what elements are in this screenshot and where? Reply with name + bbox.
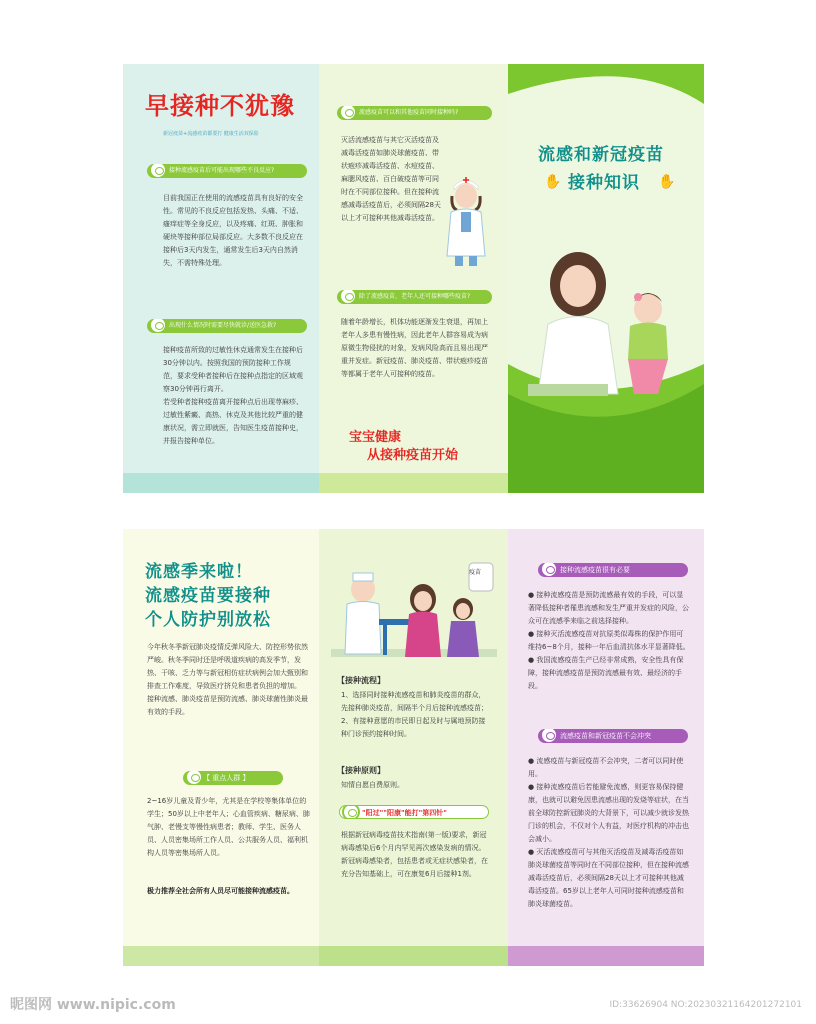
cover-panel [508,64,704,493]
hand-icon: ✋ [544,174,562,190]
key-group-pill: 【 重点人群 】 [183,771,283,785]
speech-bubble-icon [540,563,558,577]
footer-strip [319,946,508,966]
watermark-right: ID:33626904 NO:20230321164201272101 [609,1000,802,1010]
slogan: 早接种不犹豫 [145,91,295,120]
cover-title-line-1: 流感和新冠疫苗 [538,145,664,165]
speech-bubble-icon [540,729,558,743]
speech-bubble-icon [339,106,357,120]
fourth-dose-text: 根据新冠病毒疫苗技术指南(第一版)要求，新冠病毒感染后6个月内罕见再次感染发病的情况。新冠病毒感染者，包括患者或无症状感染者，在充分告知基础上，可在康复6月后接种1剂。 [341,831,488,878]
headline-line-3: 个人防护别放松 [145,610,271,630]
watermark-left: 昵图网 www.nipic.com [10,997,176,1013]
brochure-outside [123,64,704,493]
flow-text: 1、选择同时接种流感疫苗和肺炎疫苗的群众，先接种肺炎疫苗，间隔半个月后接种流感疫苗； 2、有接种意愿的市民即日起及时与属地预防接种门诊预约接种时间。 [341,691,488,738]
top-panel-2 [319,64,508,493]
doctor-illustration [441,176,491,268]
key-group-bold: 极力推荐全社会所有人员尽可能接种流感疫苗。 [147,887,294,895]
question-pill-necessary: 接种流感疫苗很有必要 [538,563,688,577]
principle-text: 知情自愿自费原则。 [341,781,404,789]
necessary-text: ● 接种流感疫苗是预防流感最有效的手段，可以显著降低接种者罹患流感和发生严重并发症的风险，公众可在流感季来临之前选择接种。 ● 接种灭活流感疫苗对抗原类似毒株的保护作用可维持6~8个月，接种一年后血清抗体水平显著降低。 ● 我国流感疫苗生产已经非常成熟，安全性具有保障，接种流感疫苗是预防流感最有效、最经济的手段。 [528,591,690,690]
principle-label: 【接种原则】 [337,766,385,775]
headline-line-2: 流感疫苗要接种 [145,586,271,606]
emergency-text: 接种疫苗所致的过敏性休克通常发生在接种后30分钟以内。按照我国的预防接种工作规范，要求受种者接种后在接种点指定的区域观察30分钟再行离开。 若受种者接种疫苗离开接种点后出现荨麻疹、过敏性紫癜、高热、休克及其他比较严重的健康状况，需立即就医，告知医生疫苗接种史，并报告接种单位。 [163,346,303,445]
hand-icon: ✋ [658,174,676,190]
watermark-bar [0,988,816,1024]
question-pill-coadmin: 流感疫苗可以和其他疫苗同时接种吗? [337,106,492,120]
flow-label: 【接种流程】 [337,676,385,685]
elderly-text: 随着年龄增长，机体功能逐渐发生衰退，再加上老年人多患有慢性病，因此老年人群容易成为病原微生物侵扰的对象，发病风险高而且易出现严重并发症。新冠疫苗、肺炎疫苗、带状疱疹疫苗等都属于老年人可接种的疫苗。 [341,318,488,378]
headline-line-1: 流感季来啦！ [145,562,253,582]
footer-strip [123,946,319,966]
speech-bubble-icon [149,319,167,333]
red-line-1: 宝宝健康 [349,430,402,445]
question-pill-reactions: 接种流感疫苗后可能出现哪些不良反应? [147,164,307,178]
intro-text: 今年秋冬季新冠肺炎疫情反弹风险大、防控形势依然严峻。秋冬季同时还是呼吸道疾病的高发季节，发热、干咳、乏力等与新冠相仿症状病例会加大甄别和排查工作难度，导致医疗挤兑和患者负担的增加。 接种流感、肺炎疫苗是预防流感、肺炎球菌性肺炎最有效的手段。 [147,643,308,716]
cover-title-line-2: 接种知识 [568,173,640,193]
speech-bubble-icon [342,805,360,819]
question-pill-elderly: 除了流感疫苗，老年人还可接种哪些疫苗? [337,290,492,304]
bottom-panel-1 [123,529,319,966]
coadmin-text: 灭活流感疫苗与其它灭活疫苗及减毒活疫苗如肺炎球菌疫苗、带状疱疹减毒活疫苗、水痘疫苗、麻腮风疫苗、百白破疫苗等可同时在不同部位接种。但在接种流感减毒活疫苗后，必须间隔28天以上才可接种其他减毒活疫苗。 [341,136,441,222]
cover-background [508,64,704,493]
reactions-text: 目前我国正在使用的流感疫苗具有良好的安全性。常见的不良反应包括发热、头痛、不适、瘙痒症等全身反应，以及疼痛、红斑、肿胀和硬块等接种部位局部反应。大多数不良反应在接种后3天内发生，通常发生后3天内自然消失，不需特殊处理。 [163,194,303,267]
brochure-inside [123,529,704,966]
footer-strip [319,473,508,493]
vial-label: 疫苗 [469,569,482,576]
speech-bubble-icon [149,164,167,178]
speech-bubble-icon [339,290,357,304]
red-line-2: 从接种疫苗开始 [367,448,459,463]
fourth-dose-pill: "阳过""阳康"能打"第四针" [339,805,489,819]
sub-slogan: 新冠疫苗+流感疫苗都要打 健康生活双保险 [163,131,259,137]
bottom-panel-3 [508,529,704,966]
bottom-panel-2 [319,529,508,966]
top-panel-1 [123,64,319,493]
footer-strip [508,946,704,966]
speech-bubble-icon [185,771,203,785]
no-conflict-text: ● 流感疫苗与新冠疫苗不会冲突，二者可以同时使用。 ● 接种流感疫苗后若能避免流感，则更容易保持健康，也就可以避免因患流感出现的发烧等症状，在当前全球防控新冠肺炎的大背景下，可以减少就诊发热门诊的机会，不仅对个人有益，对医疗机构的冲击也会减小。 ● 灭活流感疫苗可与其他灭活疫苗及减毒活疫苗如肺炎球菌疫苗等同时在不同部位接种，但在接种流感减毒活疫苗后，必须间隔28天以上才可接种其他减毒活疫苗。65岁以上老年人可同时接种流感疫苗和肺炎球菌疫苗。 [528,757,689,908]
question-pill-emergency: 出现什么情况时需要尽快就诊/送医急救? [147,319,307,333]
footer-strip [123,473,319,493]
key-group-text: 2~16岁儿童及青少年，尤其是在学校等集体单位的学生；50岁以上中老年人；心血管疾病、糖尿病、肺气肿、老慢支等慢性病患者；教师、学生、医务人员、人员密集场所工作人员、公共服务人员、福利机构人员等密集场所人员。 [147,797,310,857]
question-pill-no-conflict: 流感疫苗和新冠疫苗不会冲突 [538,729,688,743]
